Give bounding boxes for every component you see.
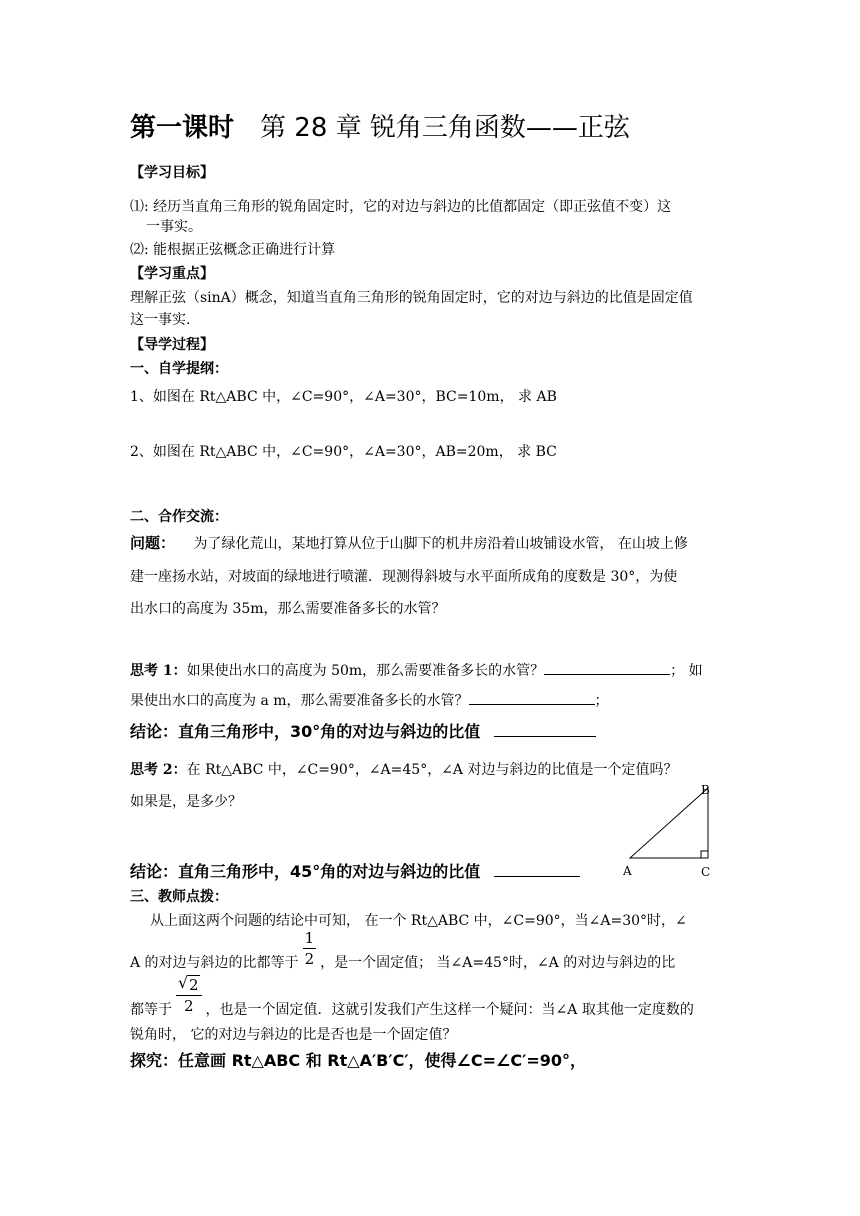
conclusion-2: 结论：直角三角形中，45°角的对边与斜边的比值 [130, 862, 580, 882]
problem-label: 问题： [130, 534, 176, 552]
think1-label: 思考 1： [130, 663, 187, 679]
explain-line-4: 锐角时， 它的对边与斜边的比是否也是一个固定值？ [130, 1027, 457, 1043]
fraction-root2-over-2: √ 2 2 [176, 975, 202, 1016]
think2-label: 思考 2： [130, 762, 187, 778]
goal-item-2: ⑵: 能根据正弦概念正确进行计算 [130, 242, 336, 258]
conclusion-2-blank[interactable] [494, 862, 580, 877]
focus-line-2: 这一事实. [130, 312, 191, 328]
think2-line-1: 思考 2：在 Rt△ABC 中，∠C=90°，∠A=45°，∠A 对边与斜边的比值是一个定值吗？ [130, 762, 678, 778]
goal-item-1-cont: 一事实。 [146, 219, 202, 235]
vertex-label-a: A [623, 864, 632, 878]
answer-blank-2[interactable] [469, 690, 595, 705]
conclusion-1: 结论：直角三角形中，30°角的对边与斜边的比值 [130, 722, 596, 742]
part2-heading: 二、合作交流： [130, 509, 228, 525]
goal-item-1: ⑴: 经历当直角三角形的锐角固定时，它的对边与斜边的比值都固定（即正弦值不变）这 [130, 199, 672, 215]
conclusion-1-blank[interactable] [494, 722, 596, 737]
think1-line-2: 果使出水口的高度为 a m，那么需要准备多长的水管？ ； [130, 690, 609, 711]
triangle-shape [630, 788, 708, 858]
part1-heading: 一、自学提纲： [130, 361, 228, 377]
vertex-label-b: B [701, 783, 710, 797]
answer-blank-1[interactable] [544, 660, 670, 675]
fraction-one-half: $\frac{1}{2}$ [304, 929, 315, 968]
lesson-label: 第一课时 [130, 113, 235, 143]
question-2: 2、如图在 Rt△ABC 中，∠C=90°，∠A=30°，AB=20m， 求 BC [130, 444, 557, 460]
focus-line-1: 理解正弦（sinA）概念，知道当直角三角形的锐角固定时，它的对边与斜边的比值是固定值 [130, 290, 693, 306]
right-angle-marker [701, 851, 708, 858]
explain-line-2: A 的对边与斜边的比都等于 $\frac{1}{2}$ ，是一个固定值； 当∠A=45°时，∠A 的对边与斜边的比 [130, 929, 676, 971]
question-1: 1、如图在 Rt△ABC 中，∠C=90°，∠A=30°，BC=10m， 求 AB [130, 389, 557, 405]
problem-line-1: 问题： 为了绿化荒山，某地打算从位于山脚下的机井房沿着山坡铺设水管， 在山坡上修 [130, 534, 688, 552]
explain-line-1: 从上面这两个问题的结论中可知， 在一个 Rt△ABC 中，∠C=90°，当∠A=30°时，∠ [150, 913, 687, 929]
explain-line-3: 都等于 √ 2 2 ，也是一个固定值．这就引发我们产生这样一个疑问：当∠A 取其他一定度数的 [130, 973, 694, 1018]
right-triangle-figure [615, 780, 725, 880]
square-root-symbol: √ 2 [178, 973, 199, 994]
goals-heading: 【学习目标】 [130, 165, 214, 181]
think2-line-2: 如果是，是多少？ [130, 794, 242, 810]
part3-heading: 三、教师点拨： [130, 889, 228, 905]
focus-heading: 【学习重点】 [130, 266, 214, 282]
process-heading: 【导学过程】 [130, 337, 214, 353]
problem-line-2: 建一座扬水站，对坡面的绿地进行喷灌．现测得斜坡与水平面所成角的度数是 30°，为使 [130, 569, 678, 585]
explore-line: 探究：任意画 Rt△ABC 和 Rt△A′B′C′，使得∠C=∠C′=90°， [130, 1051, 587, 1070]
vertex-label-c: C [701, 865, 711, 879]
page-title [130, 112, 630, 144]
think1-line-1: 思考 1：如果使出水口的高度为 50m，那么需要准备多长的水管？ ； 如 [130, 660, 703, 681]
chapter-title: 第 28 章 锐角三角函数——正弦 [260, 113, 630, 143]
problem-line-3: 出水口的高度为 35m，那么需要准备多长的水管？ [130, 601, 446, 617]
